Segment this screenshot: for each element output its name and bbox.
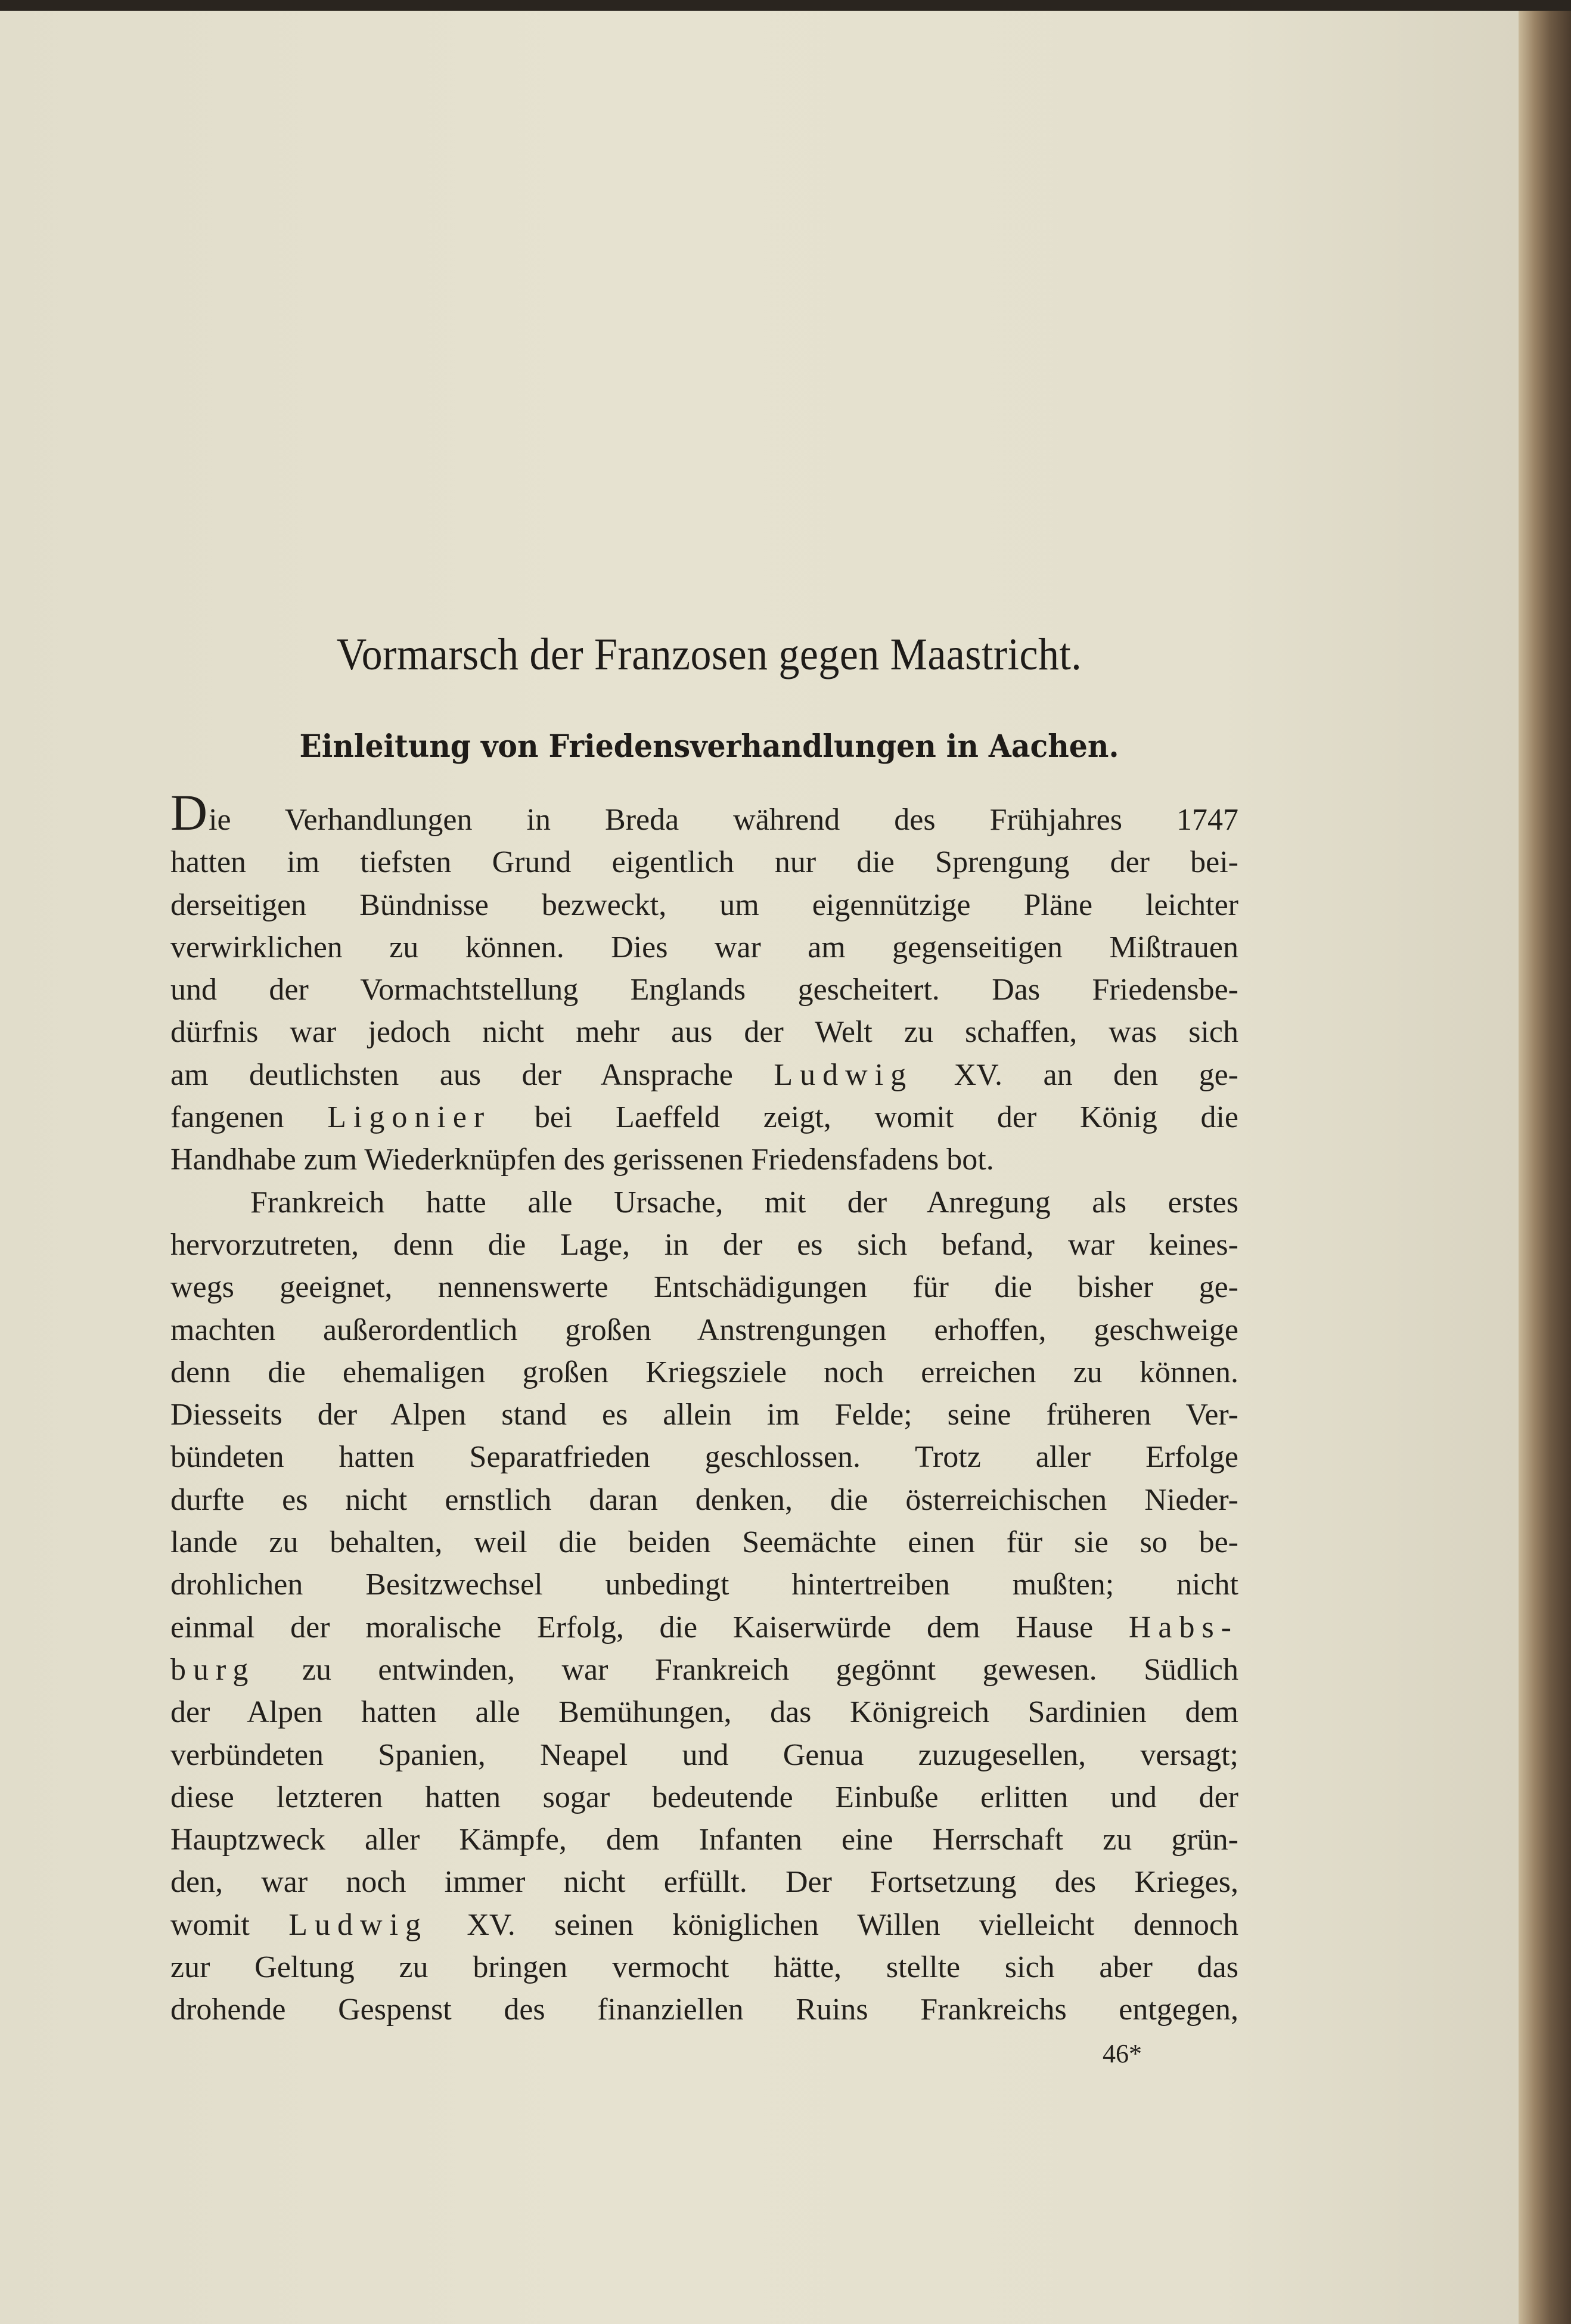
text-line: wegs geeignet, nennenswerte Entschädigungen für die bisher ge-: [170, 1270, 1238, 1305]
text-line: durfte es nicht ernstlich daran denken, die österreichischen Nieder-: [170, 1482, 1238, 1517]
text-line: Handhabe zum Wiederknüpfen des gerissenen Friedensfadens bot.: [170, 1143, 994, 1177]
text-line: und der Vormachtstellung Englands gescheitert. Das Friedensbe-: [170, 973, 1238, 1007]
text-line: denn die ehemaligen großen Kriegsziele noch erreichen zu können.: [170, 1355, 1238, 1389]
text-line: Diesseits der Alpen stand es allein im Felde; seine früheren Ver-: [170, 1398, 1238, 1432]
text-line: machten außerordentlich großen Anstrengungen erhoffen, geschweige: [170, 1313, 1238, 1347]
text-line: einmal der moralische Erfolg, die Kaiserwürde dem Hause Habs-: [170, 1610, 1238, 1645]
text-line: burg zu entwinden, war Frankreich gegönnt gewesen. Südlich: [170, 1652, 1238, 1687]
text-line: derseitigen Bündnisse bezweckt, um eigennützige Pläne leichter: [170, 888, 1238, 922]
text-line: Hauptzweck aller Kämpfe, dem Infanten eine Herrschaft zu grün-: [170, 1823, 1238, 1857]
text-line: lande zu behalten, weil die beiden Seemächte einen für sie so be-: [170, 1525, 1238, 1560]
text-line: hatten im tiefsten Grund eigentlich nur die Sprengung der bei-: [170, 845, 1238, 880]
text-line: zur Geltung zu bringen vermocht hätte, stellte sich aber das: [170, 1950, 1238, 1985]
chapter-title: Vormarsch der Franzosen gegen Maastricht.: [336, 629, 1082, 679]
text-line: Frankreich hatte alle Ursache, mit der Anregung als erstes: [250, 1185, 1238, 1220]
text-line: am deutlichsten aus der Ansprache Ludwig XV. an den ge-: [170, 1057, 1239, 1092]
scan-top-shadow: [0, 0, 1571, 11]
text-line: fangenen Ligonier bei Laeffeld zeigt, womit der König die: [170, 1100, 1239, 1135]
text-line: Die Verhandlungen in Breda während des Frühjahres 1747: [170, 784, 1238, 841]
text-line: verbündeten Spanien, Neapel und Genua zuzugesellen, versagt;: [170, 1737, 1238, 1772]
drop-cap: D: [170, 784, 208, 841]
text-line: der Alpen hatten alle Bemühungen, das Königreich Sardinien dem: [170, 1695, 1238, 1730]
body-text: [170, 784, 1239, 2031]
show-through-text: [179, 209, 1240, 252]
chapter-subtitle: Einleitung von Friedensverhandlungen in Aachen.: [299, 728, 1119, 765]
text-line: bündeten hatten Separatfrieden geschlossen. Trotz aller Erfolge: [170, 1440, 1238, 1475]
page-signature: 46*: [1103, 2039, 1142, 2068]
spaced-name: Ludwig: [288, 1907, 429, 1942]
text-line: dürfnis war jedoch nicht mehr aus der Welt zu schaffen, was sich: [170, 1015, 1238, 1050]
text-line: diese letzteren hatten sogar bedeutende Einbuße erlitten und der: [170, 1780, 1238, 1814]
text-line: drohlichen Besitzwechsel unbedingt hintertreiben mußten; nicht: [170, 1568, 1238, 1602]
spaced-name: Ludwig: [774, 1057, 914, 1092]
spaced-name: burg: [170, 1652, 256, 1687]
text-line: drohende Gespenst des finanziellen Ruins Frankreichs entgegen,: [170, 1993, 1238, 2027]
text-line: den, war noch immer nicht erfüllt. Der Fortsetzung des Krieges,: [170, 1865, 1238, 1900]
spaced-name: Habs-: [1128, 1610, 1238, 1645]
text-line: hervorzutreten, denn die Lage, in der es sich befand, war keines-: [170, 1227, 1238, 1262]
text-line: womit Ludwig XV. seinen königlichen Willen vielleicht dennoch: [170, 1907, 1238, 1942]
spaced-name: Ligonier: [327, 1100, 492, 1135]
page-edge-stack: [1519, 11, 1571, 2324]
text-line: verwirklichen zu können. Dies war am gegenseitigen Mißtrauen: [170, 930, 1238, 964]
